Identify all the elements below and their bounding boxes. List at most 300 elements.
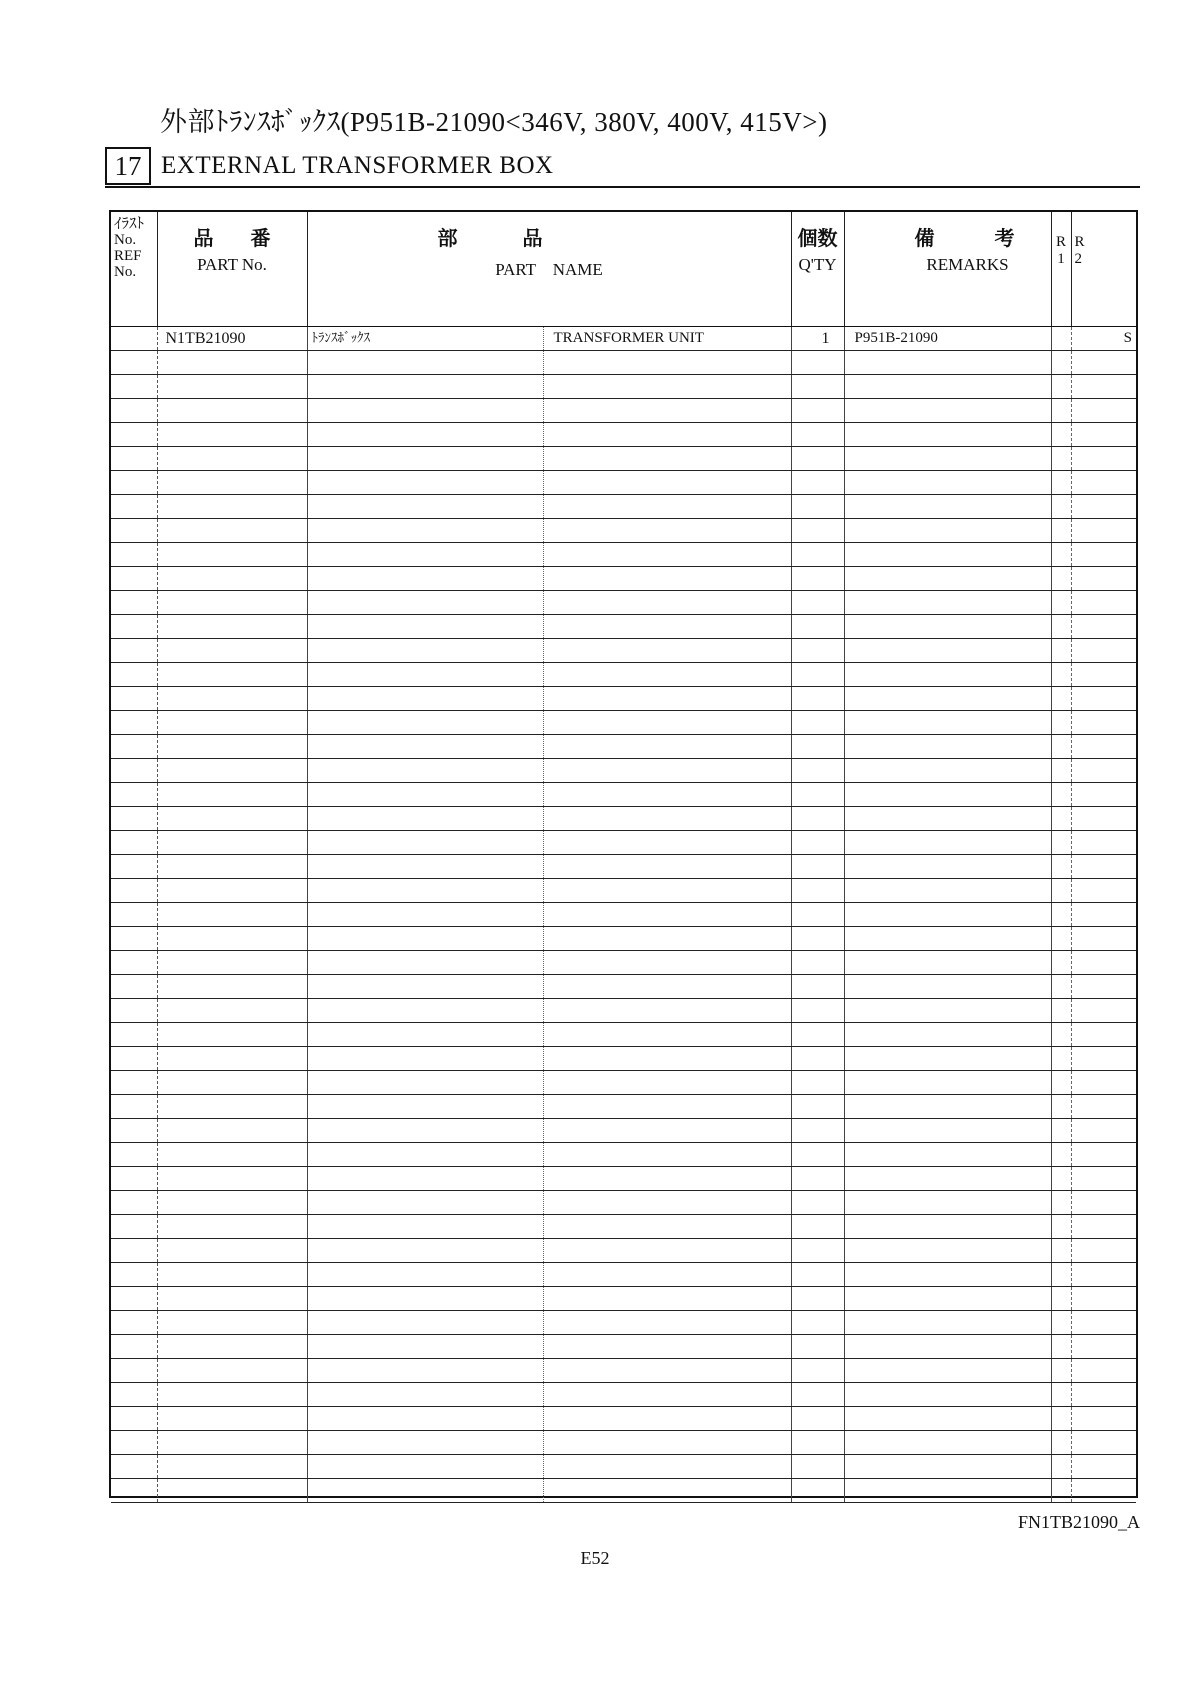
cell-r2	[1071, 495, 1136, 519]
cell-qty	[791, 663, 844, 687]
cell-r1	[1051, 1215, 1071, 1239]
cell-remarks	[844, 1263, 1051, 1287]
cell-part-name-jp	[307, 1095, 543, 1119]
table-row-empty	[111, 903, 1136, 927]
document-code: FN1TB21090_A	[1017, 1512, 1140, 1532]
cell-r1	[1051, 1071, 1071, 1095]
col-r1	[1051, 212, 1071, 327]
table-row-empty	[111, 927, 1136, 951]
cell-ref	[111, 1311, 157, 1335]
cell-part-name-jp	[307, 615, 543, 639]
cell-part-no	[157, 1191, 307, 1215]
cell-r2	[1071, 783, 1136, 807]
cell-remarks	[844, 759, 1051, 783]
col-part-name	[307, 212, 791, 327]
cell-remarks	[844, 471, 1051, 495]
cell-remarks	[844, 879, 1051, 903]
cell-remarks	[844, 687, 1051, 711]
cell-part-no	[157, 1263, 307, 1287]
cell-part-name-en	[543, 1287, 791, 1311]
cell-r1	[1051, 615, 1071, 639]
cell-qty	[791, 807, 844, 831]
cell-part-name-en	[543, 1023, 791, 1047]
cell-r1	[1051, 591, 1071, 615]
table-row-empty	[111, 1455, 1136, 1479]
table-row-empty	[111, 1143, 1136, 1167]
cell-part-name-en	[543, 639, 791, 663]
table-row-empty	[111, 687, 1136, 711]
cell-part-name-jp	[307, 471, 543, 495]
cell-part-no	[157, 975, 307, 999]
cell-part-name-en	[543, 1431, 791, 1455]
cell-r2	[1071, 1047, 1136, 1071]
cell-qty	[791, 447, 844, 471]
table-row-empty	[111, 1191, 1136, 1215]
table-row-empty	[111, 1047, 1136, 1071]
cell-ref	[111, 831, 157, 855]
cell-qty	[791, 927, 844, 951]
cell-remarks	[844, 927, 1051, 951]
cell-part-name-jp	[307, 351, 543, 375]
cell-r2	[1071, 759, 1136, 783]
cell-qty	[791, 759, 844, 783]
cell-ref	[111, 471, 157, 495]
cell-r2	[1071, 1143, 1136, 1167]
cell-part-no	[157, 399, 307, 423]
cell-ref	[111, 495, 157, 519]
table-row-empty	[111, 1071, 1136, 1095]
cell-qty	[791, 1047, 844, 1071]
cell-qty	[791, 1431, 844, 1455]
cell-qty	[791, 735, 844, 759]
cell-r1	[1051, 735, 1071, 759]
table-row-empty	[111, 1215, 1136, 1239]
cell-remarks	[844, 1071, 1051, 1095]
cell-part-name-jp	[307, 1119, 543, 1143]
table-row-empty	[111, 783, 1136, 807]
table-row-empty	[111, 375, 1136, 399]
cell-r1	[1051, 1287, 1071, 1311]
cell-r1	[1051, 1095, 1071, 1119]
table-row-empty	[111, 1383, 1136, 1407]
cell-r2	[1071, 927, 1136, 951]
cell-part-name-jp	[307, 567, 543, 591]
cell-part-name-jp: ﾄﾗﾝｽﾎﾞｯｸｽ	[307, 327, 543, 351]
page-title-jp: 外部ﾄﾗﾝｽﾎﾞｯｸｽ(P951B-21090<346V, 380V, 400V, 415V>)	[160, 107, 828, 137]
cell-part-name-en	[543, 1047, 791, 1071]
cell-r1	[1051, 1311, 1071, 1335]
table-header-row	[111, 212, 1136, 327]
cell-r1	[1051, 855, 1071, 879]
cell-part-no	[157, 807, 307, 831]
table-row-empty	[111, 495, 1136, 519]
cell-part-no	[157, 1143, 307, 1167]
cell-r2	[1071, 1167, 1136, 1191]
cell-part-no	[157, 591, 307, 615]
cell-part-name-en	[543, 831, 791, 855]
cell-qty: 1	[791, 327, 844, 351]
cell-ref	[111, 327, 157, 351]
cell-r1	[1051, 1479, 1071, 1503]
cell-part-no	[157, 423, 307, 447]
cell-part-name-jp	[307, 423, 543, 447]
col-r1-b: 1	[1057, 251, 1065, 267]
cell-part-name-en	[543, 1143, 791, 1167]
cell-r1	[1051, 519, 1071, 543]
cell-qty	[791, 1383, 844, 1407]
cell-part-no	[157, 879, 307, 903]
cell-ref	[111, 999, 157, 1023]
cell-part-no	[157, 1023, 307, 1047]
table-row-empty	[111, 1479, 1136, 1503]
cell-r1	[1051, 471, 1071, 495]
cell-r2	[1071, 975, 1136, 999]
cell-r1	[1051, 1047, 1071, 1071]
cell-r1	[1051, 1383, 1071, 1407]
cell-part-no	[157, 831, 307, 855]
cell-r1	[1051, 1119, 1071, 1143]
col-remarks-jp-1: 備	[914, 226, 935, 250]
col-part-no-en: PART No.	[197, 255, 267, 274]
cell-r2	[1071, 807, 1136, 831]
cell-part-no	[157, 711, 307, 735]
cell-part-name-jp	[307, 687, 543, 711]
cell-qty	[791, 1311, 844, 1335]
cell-ref	[111, 711, 157, 735]
col-qty-jp: 個数	[797, 226, 838, 250]
cell-remarks	[844, 1095, 1051, 1119]
cell-qty	[791, 855, 844, 879]
cell-qty	[791, 951, 844, 975]
cell-part-no	[157, 1311, 307, 1335]
cell-r1	[1051, 399, 1071, 423]
cell-remarks	[844, 639, 1051, 663]
cell-part-no	[157, 855, 307, 879]
col-ref-no-label: No.	[114, 232, 137, 248]
cell-qty	[791, 399, 844, 423]
cell-part-name-en	[543, 1335, 791, 1359]
cell-part-name-jp	[307, 1239, 543, 1263]
cell-qty	[791, 1263, 844, 1287]
col-ref-no	[111, 212, 157, 327]
cell-remarks	[844, 1407, 1051, 1431]
cell-r1	[1051, 663, 1071, 687]
cell-remarks	[844, 495, 1051, 519]
cell-remarks	[844, 1479, 1051, 1503]
cell-ref	[111, 1071, 157, 1095]
cell-part-no	[157, 567, 307, 591]
cell-qty	[791, 1455, 844, 1479]
table-row-empty	[111, 1239, 1136, 1263]
cell-remarks	[844, 1167, 1051, 1191]
col-part-name-jp-2: 品	[522, 226, 543, 250]
cell-part-name-jp	[307, 375, 543, 399]
cell-part-name-en	[543, 519, 791, 543]
table-row-empty	[111, 591, 1136, 615]
cell-ref	[111, 447, 157, 471]
cell-ref	[111, 1167, 157, 1191]
cell-r1	[1051, 375, 1071, 399]
cell-ref	[111, 1215, 157, 1239]
cell-remarks	[844, 1119, 1051, 1143]
cell-part-name-jp	[307, 879, 543, 903]
cell-part-name-en	[543, 1263, 791, 1287]
cell-remarks	[844, 1239, 1051, 1263]
cell-part-name-jp	[307, 639, 543, 663]
cell-part-name-en	[543, 975, 791, 999]
cell-r1	[1051, 639, 1071, 663]
cell-part-name-en	[543, 423, 791, 447]
cell-r2	[1071, 567, 1136, 591]
cell-r1	[1051, 543, 1071, 567]
cell-r2	[1071, 1455, 1136, 1479]
cell-ref	[111, 1095, 157, 1119]
cell-part-name-en	[543, 759, 791, 783]
cell-r1	[1051, 879, 1071, 903]
cell-r2	[1071, 999, 1136, 1023]
cell-part-name-en	[543, 855, 791, 879]
cell-remarks	[844, 567, 1051, 591]
cell-ref	[111, 1359, 157, 1383]
cell-part-no	[157, 1383, 307, 1407]
cell-part-name-en	[543, 879, 791, 903]
table-row-empty	[111, 351, 1136, 375]
table-row-empty	[111, 543, 1136, 567]
cell-r1	[1051, 807, 1071, 831]
table-row-empty	[111, 759, 1136, 783]
cell-qty	[791, 879, 844, 903]
cell-remarks	[844, 375, 1051, 399]
cell-ref	[111, 687, 157, 711]
cell-r2	[1071, 1311, 1136, 1335]
cell-ref	[111, 1383, 157, 1407]
col-part-name-jp-1: 部	[437, 226, 458, 250]
cell-part-name-jp	[307, 1071, 543, 1095]
cell-part-name-jp	[307, 735, 543, 759]
cell-part-name-en	[543, 1239, 791, 1263]
cell-ref	[111, 1335, 157, 1359]
cell-part-no	[157, 1239, 307, 1263]
cell-qty	[791, 1407, 844, 1431]
cell-part-name-en	[543, 1119, 791, 1143]
cell-r2	[1071, 351, 1136, 375]
cell-part-no	[157, 951, 307, 975]
cell-qty	[791, 1095, 844, 1119]
cell-r2	[1071, 375, 1136, 399]
cell-part-name-jp	[307, 1359, 543, 1383]
table-row-empty	[111, 1023, 1136, 1047]
table-row-empty	[111, 567, 1136, 591]
cell-part-name-en	[543, 999, 791, 1023]
cell-remarks	[844, 351, 1051, 375]
cell-ref	[111, 1431, 157, 1455]
cell-ref	[111, 591, 157, 615]
cell-r2	[1071, 1359, 1136, 1383]
col-part-no-jp-2: 番	[250, 226, 271, 250]
cell-r2	[1071, 855, 1136, 879]
cell-part-name-jp	[307, 1479, 543, 1503]
cell-r1	[1051, 1335, 1071, 1359]
col-r1-a: R	[1055, 234, 1066, 250]
cell-ref	[111, 543, 157, 567]
cell-part-no	[157, 447, 307, 471]
cell-part-name-jp	[307, 951, 543, 975]
col-remarks-jp-2: 考	[994, 226, 1015, 250]
cell-part-name-jp	[307, 1407, 543, 1431]
col-ref-en: REF	[114, 248, 142, 264]
table-row-empty	[111, 879, 1136, 903]
cell-qty	[791, 975, 844, 999]
cell-r1	[1051, 423, 1071, 447]
cell-qty	[791, 687, 844, 711]
cell-remarks	[844, 1191, 1051, 1215]
cell-part-name-en	[543, 615, 791, 639]
cell-part-no	[157, 783, 307, 807]
col-ref-jp: ｲﾗｽﾄ	[114, 216, 145, 232]
cell-ref	[111, 1479, 157, 1503]
cell-r2	[1071, 711, 1136, 735]
cell-r1	[1051, 495, 1071, 519]
cell-part-name-jp	[307, 807, 543, 831]
cell-part-name-jp	[307, 711, 543, 735]
cell-part-no	[157, 1431, 307, 1455]
cell-ref	[111, 519, 157, 543]
table-row-empty	[111, 447, 1136, 471]
table-row-empty	[111, 1095, 1136, 1119]
cell-part-name-en	[543, 1455, 791, 1479]
cell-qty	[791, 711, 844, 735]
cell-r2	[1071, 543, 1136, 567]
cell-qty	[791, 1119, 844, 1143]
cell-part-name-en	[543, 1311, 791, 1335]
cell-part-name-en	[543, 807, 791, 831]
cell-part-no	[157, 999, 307, 1023]
cell-part-name-en: TRANSFORMER UNIT	[543, 327, 791, 351]
cell-ref	[111, 735, 157, 759]
cell-part-name-en	[543, 735, 791, 759]
cell-ref	[111, 1119, 157, 1143]
cell-r1	[1051, 327, 1071, 351]
cell-r2	[1071, 399, 1136, 423]
cell-part-name-en	[543, 927, 791, 951]
cell-part-name-en	[543, 903, 791, 927]
cell-part-name-en	[543, 1071, 791, 1095]
cell-part-no	[157, 351, 307, 375]
cell-remarks	[844, 951, 1051, 975]
cell-part-no	[157, 471, 307, 495]
table-row-empty	[111, 1263, 1136, 1287]
cell-remarks	[844, 735, 1051, 759]
cell-part-no	[157, 1047, 307, 1071]
col-remarks-en: REMARKS	[926, 255, 1009, 274]
table-row-empty	[111, 639, 1136, 663]
cell-r1	[1051, 975, 1071, 999]
cell-part-no	[157, 1071, 307, 1095]
cell-r1	[1051, 783, 1071, 807]
cell-remarks	[844, 807, 1051, 831]
cell-part-no	[157, 663, 307, 687]
cell-part-no	[157, 1407, 307, 1431]
cell-remarks	[844, 1335, 1051, 1359]
cell-part-name-en	[543, 783, 791, 807]
cell-part-name-jp	[307, 759, 543, 783]
cell-r1	[1051, 1431, 1071, 1455]
cell-part-name-en	[543, 591, 791, 615]
cell-r2	[1071, 1407, 1136, 1431]
section-number: 17	[105, 147, 151, 185]
cell-part-no	[157, 1335, 307, 1359]
cell-r2	[1071, 1287, 1136, 1311]
cell-part-name-jp	[307, 1167, 543, 1191]
cell-part-no	[157, 495, 307, 519]
cell-remarks	[844, 711, 1051, 735]
cell-part-name-jp	[307, 1311, 543, 1335]
col-qty	[791, 212, 844, 327]
cell-part-name-en	[543, 1359, 791, 1383]
cell-part-name-en	[543, 495, 791, 519]
cell-part-name-en	[543, 1407, 791, 1431]
cell-part-no	[157, 375, 307, 399]
cell-qty	[791, 615, 844, 639]
cell-r2	[1071, 519, 1136, 543]
cell-part-name-en	[543, 663, 791, 687]
cell-r2	[1071, 1215, 1136, 1239]
cell-qty	[791, 1167, 844, 1191]
cell-r2	[1071, 1335, 1136, 1359]
cell-part-no	[157, 903, 307, 927]
cell-r2	[1071, 735, 1136, 759]
cell-r1	[1051, 711, 1071, 735]
cell-part-name-jp	[307, 1023, 543, 1047]
cell-qty	[791, 1143, 844, 1167]
cell-qty	[791, 495, 844, 519]
cell-part-name-en	[543, 375, 791, 399]
cell-qty	[791, 567, 844, 591]
cell-part-no	[157, 1359, 307, 1383]
cell-r1	[1051, 903, 1071, 927]
cell-part-name-en	[543, 1215, 791, 1239]
cell-part-name-jp	[307, 1335, 543, 1359]
cell-r1	[1051, 1407, 1071, 1431]
cell-part-name-jp	[307, 999, 543, 1023]
cell-part-name-en	[543, 711, 791, 735]
cell-r1	[1051, 1191, 1071, 1215]
cell-qty	[791, 1239, 844, 1263]
section-title: EXTERNAL TRANSFORMER BOX	[161, 152, 554, 179]
cell-ref	[111, 567, 157, 591]
cell-remarks	[844, 543, 1051, 567]
col-r2-a: R	[1074, 234, 1085, 250]
cell-r1	[1051, 1023, 1071, 1047]
cell-remarks	[844, 783, 1051, 807]
cell-remarks	[844, 663, 1051, 687]
cell-part-name-jp	[307, 1263, 543, 1287]
cell-part-no	[157, 687, 307, 711]
cell-r1	[1051, 759, 1071, 783]
cell-r2	[1071, 1119, 1136, 1143]
cell-remarks	[844, 423, 1051, 447]
cell-qty	[791, 1191, 844, 1215]
cell-part-name-jp	[307, 1455, 543, 1479]
cell-r2	[1071, 1263, 1136, 1287]
cell-qty	[791, 423, 844, 447]
cell-r1	[1051, 1263, 1071, 1287]
cell-r2	[1071, 1239, 1136, 1263]
cell-r2	[1071, 471, 1136, 495]
cell-part-no	[157, 543, 307, 567]
cell-part-no: N1TB21090	[157, 327, 307, 351]
cell-part-name-jp	[307, 1383, 543, 1407]
